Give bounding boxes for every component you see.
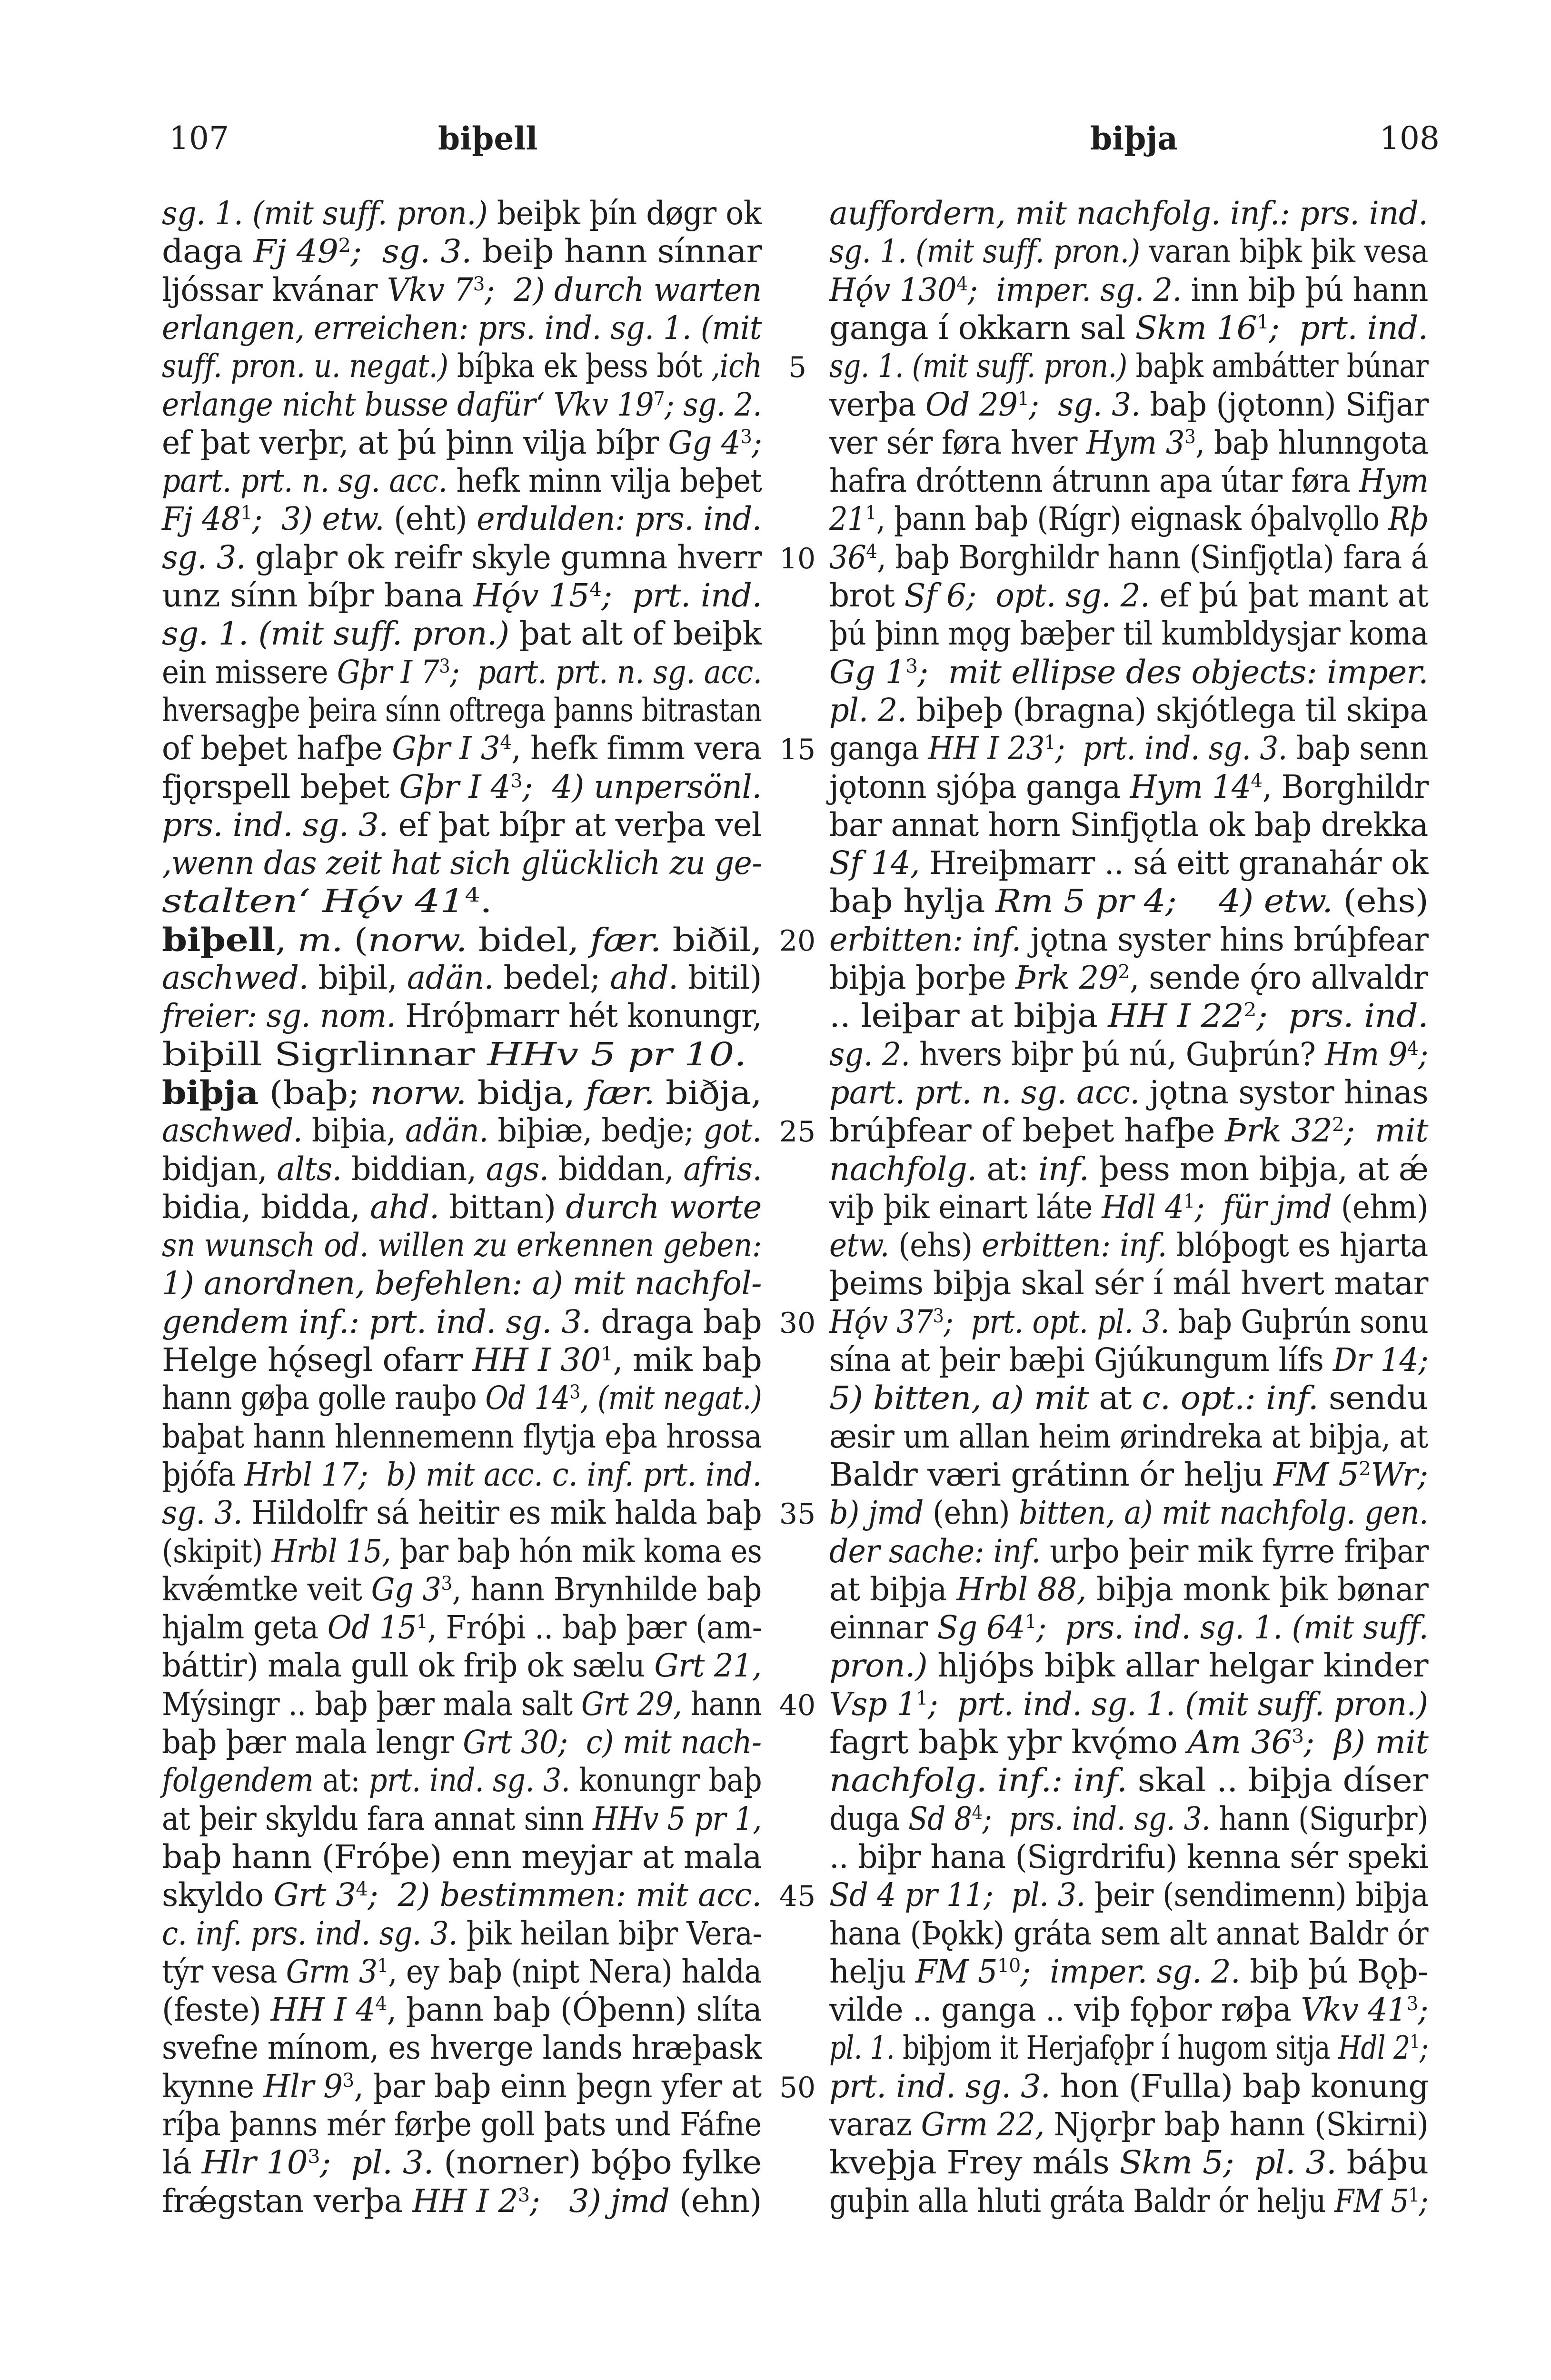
left-column-line: freier: sg. nom. Hróþmarr hét konungr, bbox=[162, 997, 762, 1035]
left-column-line: ef þat verþr, at þú þinn vilja bíþr Gg $4^3$; bbox=[162, 424, 762, 461]
left-column-line: bidjan, alts. biddian, ags. biddan, afris. bbox=[162, 1150, 762, 1188]
left-column-line: sn wunsch od. willen zu erkennen geben: bbox=[162, 1227, 762, 1264]
left-column-line: part. prt. n. sg. acc. hefk minn vilja beþet bbox=[162, 462, 762, 500]
line-number: 20 bbox=[779, 924, 816, 958]
left-column-line: frǽgstan verþa HH I $2^3$; 3) jmd (ehn) bbox=[162, 2182, 762, 2220]
right-column-line: at biþja Hrbl 88, biþja monk þik bønar bbox=[829, 1570, 1429, 1608]
left-column-line: aschwed. biþil, adän. bedel; ahd. bitil) bbox=[162, 959, 762, 996]
left-column-line: unz sínn bíþr bana Hǫ́v $15^4$; prt. ind. bbox=[162, 577, 762, 614]
left-column-line: Fj $48^1$; 3) etw. (eht) erdulden: prs. ind. bbox=[162, 500, 762, 538]
left-column-line: ríþa þanns mér førþe goll þats und Fáfne bbox=[162, 2106, 762, 2143]
line-number: 5 bbox=[788, 351, 807, 385]
right-column-line: etw. (ehs) erbitten: inf. blóþogt es hjarta bbox=[829, 1227, 1428, 1264]
right-column-line: verþa Od $29^1$; sg. 3. baþ (jǫtonn) Sifjar bbox=[829, 386, 1429, 423]
left-column-line: lá Hlr $10^3$; pl. 3. (norner) bǫ́þo fylke bbox=[162, 2144, 762, 2182]
right-column-line: b) jmd (ehn) bitten, a) mit nachfolg. gen. bbox=[829, 1494, 1429, 1532]
left-column-line: kvǽmtke veit Gg $3^3$, hann Brynhilde baþ bbox=[162, 1570, 762, 1608]
left-column-line: stalten‘ Hǫ́v $41^4$. bbox=[162, 883, 492, 920]
left-column-line: báttir) mala gull ok friþ ok sælu Grt 21, bbox=[162, 1647, 762, 1685]
left-column-line: svefne mínom, es hverge lands hræþask bbox=[162, 2029, 762, 2067]
right-column-line: guþin alla hluti gráta Baldr ór helju FM $5^1$; bbox=[829, 2182, 1428, 2220]
left-column-line: baþat hann hlennemenn flytja eþa hrossa bbox=[162, 1418, 762, 1455]
right-column-line: $36^4$, baþ Borghildr hann (Sinfjǫtla) fara á bbox=[829, 538, 1428, 576]
line-number: 25 bbox=[779, 1115, 816, 1149]
left-column-line: ljóssar kvánar Vkv $7^3$; 2) durch warten bbox=[162, 271, 762, 308]
left-column-line: skyldo Grt $3^4$; 2) bestimmen: mit acc. bbox=[162, 1876, 762, 1914]
right-column-line: duga Sd $8^4$; prs. ind. sg. 3. hann (Sigurþr) bbox=[829, 1800, 1428, 1837]
line-number: 15 bbox=[779, 733, 816, 767]
right-column-line: Baldr væri grátinn ór helju FM $5^2Wr$; bbox=[829, 1456, 1428, 1493]
right-column-line: æsir um allan heim ørindreka at biþja, at bbox=[829, 1418, 1428, 1455]
left-column-line: fjǫrspell beþet Gþr I $4^3$; 4) unpersönl. bbox=[162, 768, 762, 805]
left-column-line: (skipit) Hrbl 15, þar baþ hón mik koma es bbox=[162, 1532, 762, 1570]
right-column-line: Hǫ́v $37^3$; prt. opt. pl. 3. baþ Guþrún sonu bbox=[829, 1303, 1429, 1340]
left-column-line: sg. 1. (mit suff. pron.) þat alt of beiþk bbox=[162, 615, 762, 653]
left-column-line: hjalm geta Od $15^1$, Fróþi .. baþ þær (am- bbox=[162, 1609, 762, 1646]
line-number: 50 bbox=[779, 2071, 816, 2104]
right-column-line: hafra dróttenn átrunn apa útar føra Hym bbox=[829, 462, 1429, 500]
left-page-number: 107 bbox=[169, 120, 229, 157]
right-column-line: varaz Grm 22, Njǫrþr baþ hann (Skirni) bbox=[829, 2106, 1429, 2143]
right-column-line: der sache: inf. urþo þeir mik fyrre friþar bbox=[829, 1532, 1429, 1570]
right-column-line: hana (Þǫkk) gráta sem alt annat Baldr ór bbox=[829, 1914, 1428, 1952]
right-column-line: .. biþr hana (Sigrdrifu) kenna sér speki bbox=[829, 1838, 1429, 1875]
left-column-line: baþ hann (Fróþe) enn meyjar at mala bbox=[162, 1838, 762, 1875]
left-column-line: biþill Sigrlinnar HHv 5 pr 10. bbox=[162, 1035, 746, 1073]
left-column-line: baþ þær mala lengr Grt 30; c) mit nach- bbox=[162, 1724, 762, 1761]
left-column-line: prs. ind. sg. 3. ef þat bíþr at verþa vel bbox=[162, 806, 762, 843]
left-column-line: 1) anordnen, befehlen: a) mit nachfol- bbox=[162, 1265, 762, 1302]
right-column-line: jǫtonn sjóþa ganga Hym $14^4$, Borghildr bbox=[829, 768, 1429, 805]
right-running-head: biþja bbox=[1090, 120, 1178, 157]
line-number: 40 bbox=[779, 1688, 816, 1722]
right-column-line: nachfolg. at: inf. þess mon biþja, at ǽ bbox=[829, 1150, 1429, 1188]
left-column-line: kynne Hlr $9^3$, þar baþ einn þegn yfer at bbox=[162, 2067, 762, 2105]
right-column-line: sína at þeir bæþi Gjúkungum lífs Dr 14; bbox=[829, 1341, 1429, 1378]
right-column-line: Vsp $1^1$; prt. ind. sg. 1. (mit suff. pron.) bbox=[829, 1685, 1428, 1723]
right-column-line: pl. 1. biþjom it Herjafǫþr í hugom sitja Hdl $2^1$; bbox=[829, 2029, 1428, 2067]
right-column-line: ganga í okkarn sal Skm $16^1$; prt. ind. bbox=[829, 309, 1428, 347]
right-column-line: ver sér føra hver Hym $3^3$, baþ hlunngota bbox=[829, 424, 1429, 461]
left-column-line: at þeir skyldu fara annat sinn HHv 5 pr 1, bbox=[162, 1800, 762, 1837]
right-column-line: .. leiþar at biþja HH I $22^2$; prs. ind. bbox=[829, 997, 1429, 1035]
right-column-line: biþja þorþe Þrk $29^2$, sende ǫ́ro allvaldr bbox=[829, 959, 1428, 996]
left-running-head: biþell bbox=[438, 120, 538, 157]
right-column-line: kveþja Frey máls Skm 5; pl. 3. báþu bbox=[829, 2144, 1429, 2182]
left-column-line: Mýsingr .. baþ þær mala salt Grt 29, hann bbox=[162, 1685, 762, 1723]
right-column-line: fagrt baþk yþr kvǫ́mo Am $36^3$; β) mit bbox=[829, 1724, 1429, 1761]
left-column-line: sg. 3. Hildolfr sá heitir es mik halda baþ bbox=[162, 1494, 762, 1532]
left-column-line: Helge hǫ́segl ofarr HH I $30^1$, mik baþ bbox=[162, 1341, 762, 1378]
left-column-line: bidia, bidda, ahd. bittan) durch worte bbox=[162, 1188, 762, 1226]
left-column-line: daga Fj $49^2$; sg. 3. beiþ hann sínnar bbox=[162, 233, 762, 270]
right-column-line: baþ hylja Rm 5 pr 4; 4) etw. (ehs) bbox=[829, 883, 1429, 920]
right-column-line: Sd 4 pr 11; pl. 3. þeir (sendimenn) biþja bbox=[829, 1876, 1429, 1914]
left-column-line: ein missere Gþr I $7^3$; part. prt. n. sg. acc. bbox=[162, 653, 762, 691]
left-column-line: biþja (baþ; norw. bidja, fær. biðja, bbox=[162, 1073, 762, 1111]
line-number: 30 bbox=[779, 1306, 816, 1340]
right-column-line: nachfolg. inf.: inf. skal .. biþja díser bbox=[829, 1762, 1428, 1799]
line-number: 10 bbox=[779, 542, 816, 575]
left-column-line: hversagþe þeira sínn oftrega þanns bitrastan bbox=[162, 691, 762, 729]
left-column-line: of beþet hafþe Gþr I $3^4$, hefk fimm vera bbox=[162, 730, 762, 767]
right-column-line: Sf 14, Hreiþmarr .. sá eitt granahár ok bbox=[829, 844, 1428, 882]
left-column-line: erlange nicht busse dafür‘ Vkv $19^7$; sg. 2. bbox=[162, 386, 762, 423]
right-column-line: bar annat horn Sinfjǫtla ok baþ drekka bbox=[829, 806, 1428, 843]
left-column-line: c. inf. prs. ind. sg. 3. þik heilan biþr Vera- bbox=[162, 1914, 762, 1952]
left-column-line: (feste) HH I $4^4$, þann baþ (Óþenn) slíta bbox=[162, 1991, 762, 2029]
right-column-line: þú þinn mǫg bæþer til kumbldysjar koma bbox=[829, 615, 1428, 653]
left-column-line: sg. 1. (mit suff. pron.) beiþk þín døgr ok bbox=[162, 195, 762, 232]
right-column-line: viþ þik einart láte Hdl $4^1$; für jmd (ehm) bbox=[829, 1188, 1428, 1226]
line-number: 45 bbox=[779, 1880, 816, 1914]
left-column-line: sg. 3. glaþr ok reifr skyle gumna hverr bbox=[162, 538, 762, 576]
left-column-line: biþell, m. (norw. bidel, fær. biðil, bbox=[162, 921, 762, 959]
left-column-line: erlangen, erreichen: prs. ind. sg. 1. (mit bbox=[162, 309, 762, 347]
right-column-line: ganga HH I $23^1$; prt. ind. sg. 3. baþ senn bbox=[829, 730, 1428, 767]
right-column-line: Gg $1^3$; mit ellipse des objects: imper. bbox=[829, 653, 1429, 691]
right-page-number: 108 bbox=[1380, 120, 1440, 157]
right-column-line: Hǫ́v $130^4$; imper. sg. 2. inn biþ þú hann bbox=[829, 271, 1428, 308]
right-column-line: helju FM $5^{10}$; imper. sg. 2. biþ þú Bǫþ- bbox=[829, 1953, 1428, 1990]
right-column-line: sg. 1. (mit suff. pron.) varan biþk þik vesa bbox=[829, 233, 1428, 270]
left-column-line: hann gøþa golle rauþo Od $14^3$, (mit negat.) bbox=[162, 1379, 762, 1417]
right-column-line: sg. 1. (mit suff. pron.) baþk ambátter búnar bbox=[829, 347, 1429, 385]
left-column-line: týr vesa Grm $3^1$, ey baþ (nipt Nera) halda bbox=[162, 1953, 762, 1990]
right-column-line: brot Sf 6; opt. sg. 2. ef þú þat mant at bbox=[829, 577, 1429, 614]
line-number: 35 bbox=[779, 1497, 816, 1531]
right-column-line: vilde .. ganga .. viþ fǫþor røþa Vkv $41^3$; bbox=[829, 1991, 1429, 2029]
right-column-line: þeims biþja skal sér í mál hvert matar bbox=[829, 1265, 1428, 1302]
left-column-line: aschwed. biþia, adän. biþiæ, bedje; got. bbox=[162, 1112, 762, 1150]
left-column-line: þjófa Hrbl 17; b) mit acc. c. inf. prt. ind. bbox=[162, 1456, 762, 1493]
right-column-line: pron.) hljóþs biþk allar helgar kinder bbox=[829, 1647, 1428, 1685]
right-column-line: $21^1$, þann baþ (Rígr) eignask óþalvǫllo Rþ bbox=[829, 500, 1428, 538]
right-column-line: prt. ind. sg. 3. hon (Fulla) baþ konung bbox=[829, 2067, 1429, 2105]
right-column-line: sg. 2. hvers biþr þú nú, Guþrún? Hm $9^4$; bbox=[829, 1035, 1428, 1073]
right-column-line: auffordern, mit nachfolg. inf.: prs. ind. bbox=[829, 195, 1428, 232]
left-column-line: gendem inf.: prt. ind. sg. 3. draga baþ bbox=[162, 1303, 762, 1340]
right-column-line: brúþfear of beþet hafþe Þrk $32^2$; mit bbox=[829, 1112, 1429, 1150]
right-column-line: einnar Sg $64^1$; prs. ind. sg. 1. (mit suff. bbox=[829, 1609, 1429, 1646]
right-column-line: part. prt. n. sg. acc. jǫtna systor hinas bbox=[829, 1073, 1429, 1111]
left-column-line: ‚wenn das zeit hat sich glücklich zu ge- bbox=[162, 844, 762, 882]
right-column-line: erbitten: inf. jǫtna syster hins brúþfear bbox=[829, 921, 1429, 958]
left-column-line: suff. pron. u. negat.) bíþka ek þess bót ‚ich bbox=[162, 347, 762, 385]
right-column-line: pl. 2. biþeþ (bragna) skjótlega til skipa bbox=[829, 691, 1428, 729]
left-column-line: folgendem at: prt. ind. sg. 3. konungr baþ bbox=[162, 1762, 762, 1799]
right-column-line: 5) bitten, a) mit at c. opt.: inf. sendu bbox=[829, 1379, 1428, 1417]
